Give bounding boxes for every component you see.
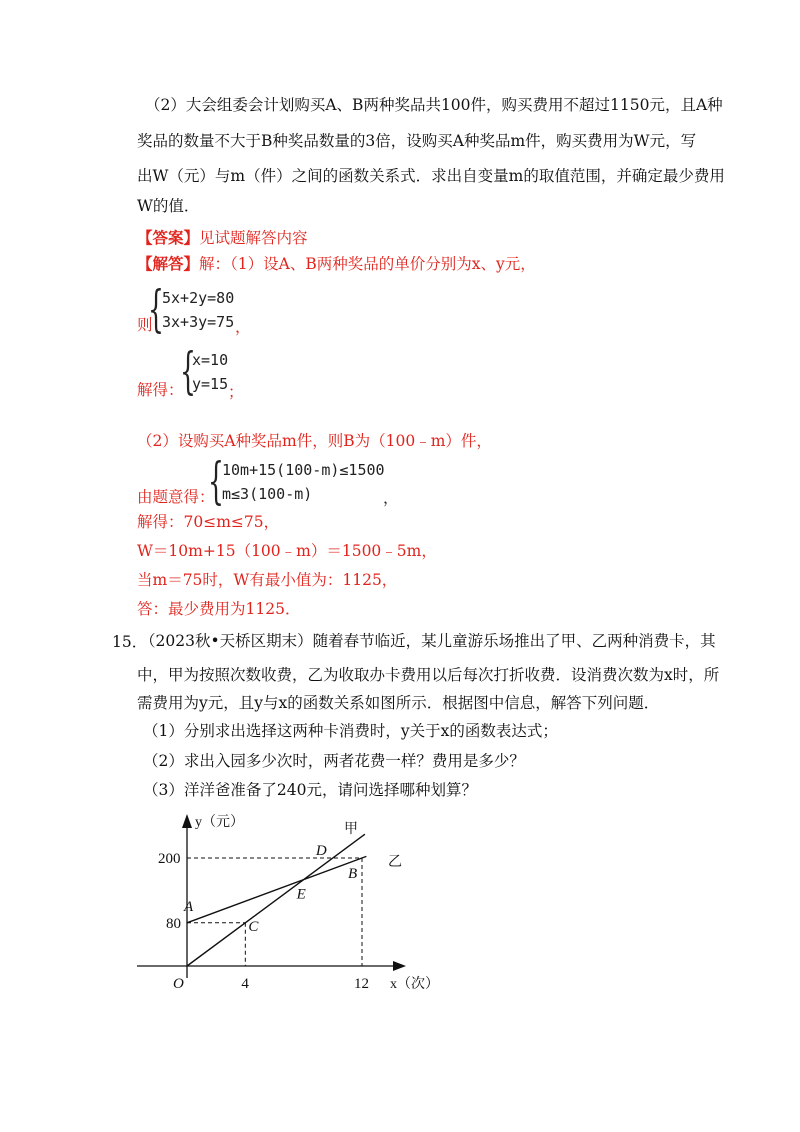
series-line-jia — [187, 834, 365, 966]
system-prefix: 由题意得： — [137, 488, 215, 506]
equation: 5x+2y=80 — [162, 289, 235, 307]
series-line-yi — [187, 856, 366, 922]
point-label: A — [184, 898, 194, 915]
x-axis-label: x（次） — [390, 977, 439, 992]
point-label: B — [348, 866, 358, 882]
problem-text-line: 出W（元）与m（件）之间的函数关系式．求出自变量m的取值范围，并确定最少费用 — [137, 167, 725, 185]
solution-line: 当m＝75时，W有最小值为：1125， — [137, 571, 398, 589]
problem-text-line: （2）大会组委会计划购买A、B两种奖品共100件，购买费用不超过1150元，且A种 — [145, 96, 723, 114]
series-label-jia: 甲 — [344, 822, 358, 837]
brace-icon: { — [148, 280, 164, 338]
solution-text: 解：（1）设A、B两种奖品的单价分别为x、y元， — [199, 255, 536, 273]
inequality: 10m+15(100-m)≤1500 — [222, 461, 385, 479]
equation: x=10 — [192, 351, 229, 369]
equation: y=15 — [192, 375, 229, 393]
x-tick-label: 12 — [354, 976, 369, 992]
y-axis-arrow-icon — [182, 814, 192, 828]
solution-tag: 【解答】 — [137, 254, 200, 273]
system-prefix: 则 — [137, 316, 153, 334]
brace-icon: { — [208, 452, 224, 510]
point-label: E — [296, 886, 306, 903]
problem-text-line: （2023秋•天桥区期末）随着春节临近，某儿童游乐场推出了甲、乙两种消费卡，其 — [140, 632, 716, 650]
solution-line: （2）设购买A种奖品m件，则B为（100﹣m）件， — [137, 432, 492, 450]
y-tick-label: 200 — [158, 851, 181, 867]
y-tick-label: 80 — [166, 915, 181, 932]
system-suffix: ， — [235, 318, 251, 336]
question-line: （2）求出入园多少次时，两者花费一样？费用是多少？ — [143, 752, 525, 770]
point-label: D — [315, 843, 327, 859]
problem-text-line: W的值． — [137, 197, 200, 215]
brace-icon: { — [180, 342, 196, 400]
answer-text: 见试题解答内容 — [199, 229, 308, 247]
system-suffix: ， — [383, 489, 399, 507]
question-line: （3）洋洋爸准备了240元，请问选择哪种划算？ — [143, 781, 477, 799]
solution-line: 解得：70≤m≤75， — [137, 513, 280, 531]
solution-line: W＝10m+15（100﹣m）＝1500﹣5m， — [137, 542, 437, 560]
question-line: （1）分别求出选择这两种卡消费时，y关于x的函数表达式； — [143, 722, 558, 740]
solution-suffix: ； — [228, 383, 244, 401]
problem-text-line: 奖品的数量不大于B种奖品数量的3倍，设购买A种奖品m件，购买费用为W元，写 — [137, 132, 697, 150]
x-axis-arrow-icon — [393, 961, 406, 971]
solution-prefix: 解得： — [137, 381, 184, 399]
problem-text-line: 中，甲为按照次数收费，乙为收取办卡费用以后每次打折收费．设消费次数为x时，所 — [137, 666, 720, 684]
inequality: m≤3(100-m) — [222, 485, 313, 503]
origin-label: O — [173, 976, 184, 992]
y-axis-label: y（元） — [195, 815, 244, 830]
x-tick-label: 4 — [241, 976, 249, 992]
series-label-yi: 乙 — [388, 855, 402, 870]
solution-line: 答：最少费用为1125． — [137, 600, 301, 618]
point-label: C — [248, 918, 259, 935]
answer-tag: 【答案】 — [137, 228, 200, 247]
problem-text-line: 需费用为y元，且y与x的函数关系如图所示．根据图中信息，解答下列问题． — [137, 694, 660, 712]
problem-number: 15． — [112, 633, 148, 651]
equation: 3x+3y=75 — [162, 313, 235, 331]
